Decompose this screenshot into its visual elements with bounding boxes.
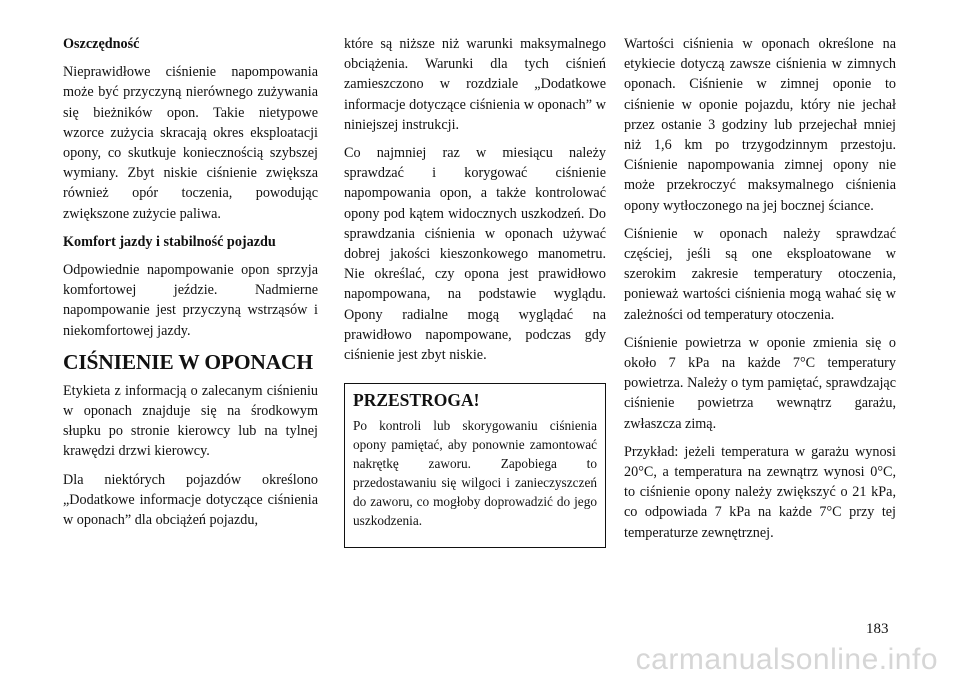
paragraph-label-location: Etykieta z informacją o zalecanym ciśnieniu w oponach znajduje się na środkowym słupku po stronie kierowcy lub na tylnej krawędzi drzwi kierowcy. bbox=[63, 382, 318, 460]
paragraph-additional-info: Dla niektórych pojazdów określono „Dodatkowe informacje dotyczące ciśnienia w oponach” dla obciążeń pojazdu, bbox=[63, 471, 318, 529]
warning-title: PRZESTROGA! bbox=[353, 390, 480, 411]
heading-savings: Oszczędność bbox=[63, 36, 140, 52]
paragraph-monthly-check: Co najmniej raz w miesiącu należy sprawdzać i korygować ciśnienie napompowania opon, a także kontrolować opony pod kątem widocznych uszkodzeń. Do sprawdzania ciśnienia w oponach używać dobrej jakości kieszonkowego manometru. Nie określać, czy opona jest prawidłowo napompowana, na podstawie wyglądu. Opony radialne mogą wyglądać na prawidłowo napompowane, podczas gdy ciśnienie jest zbyt niskie. bbox=[344, 145, 606, 364]
column-left bbox=[63, 34, 318, 538]
section-title: CIŚNIENIE W OPONACH bbox=[63, 349, 313, 374]
watermark-text: carmanualsonline.info bbox=[635, 643, 938, 676]
warning-box bbox=[344, 383, 606, 548]
paragraph-cold-tire: Wartości ciśnienia w oponach określone na etykiecie dotyczą zawsze ciśnienia w zimnych oponach. Ciśnienie w zimnej oponie to ciśnienie w oponie pojazdu, który nie jechał przez ostanie 3 godziny lub przejechał mniej niż 1,6 km po trzygodzinnym przestoju. Ciśnienie napompowania zimnej opony nie może przekroczyć maksymalnego ciśnienia opony wytłoczonego na jej bocznej ściance. bbox=[624, 36, 896, 214]
paragraph-comfort: Odpowiednie napompowanie opon sprzyja komfortowej jeździe. Nadmierne napompowanie jest przyczyną wstrząsów i niekomfortowej jazdy. bbox=[63, 262, 318, 339]
warning-text: Po kontroli lub skorygowaniu ciśnienia opony pamiętać, aby ponownie zamontować nakrętkę zaworu. Zapobiega to przedostawaniu się wilgoci i zanieczyszczeń do zaworu, co mogłoby doprowadzić do jego uszkodzenia. bbox=[353, 418, 597, 529]
paragraph-air-temperature: Ciśnienie powietrza w oponie zmienia się o około 7 kPa na każde 7°C temperatury powietrza. Należy o tym pamiętać, sprawdzając ciśnienie powietrza wewnątrz garażu, zwłaszcza zimą. bbox=[624, 334, 896, 432]
paragraph-savings: Nieprawidłowe ciśnienie napompowania może być przyczyną nierównego zużywania się bieżników opon. Takie nietypowe wzorce zużycia skracają okres eksploatacji opony, co skutkuje koniecznością szybszej wymiany. Zbyt niskie ciśnienie zwiększa również opór toczenia, powodując zwiększone zużycie paliwa. bbox=[63, 64, 318, 222]
paragraph-check-often: Ciśnienie w oponach należy sprawdzać częściej, jeśli są one eksploatowane w szerokim zakresie temperatury otoczenia, ponieważ wartości ciśnienia mogą wahać się w zależności od temperatury otoczenia. bbox=[624, 225, 896, 323]
paragraph-example: Przykład: jeżeli temperatura w garażu wynosi 20°C, a temperatura na zewnątrz wynosi 0°C, to ciśnienie opony należy zwiększyć o 21 kPa, co odpowiada 7 kPa na każde 7°C przy tej temperaturze zewnętrznej. bbox=[624, 443, 896, 541]
paragraph-continued: które są niższe niż warunki maksymalnego obciążenia. Warunki dla tych ciśnień zamieszczono w rozdziale „Dodatkowe informacje dotyczące ciśnienia w oponach” w niniejszej instrukcji. bbox=[344, 36, 606, 133]
column-right bbox=[624, 34, 896, 551]
watermark bbox=[0, 643, 960, 677]
page-number: 183 bbox=[866, 621, 889, 637]
column-middle bbox=[344, 34, 606, 548]
heading-comfort: Komfort jazdy i stabilność pojazdu bbox=[63, 233, 276, 250]
